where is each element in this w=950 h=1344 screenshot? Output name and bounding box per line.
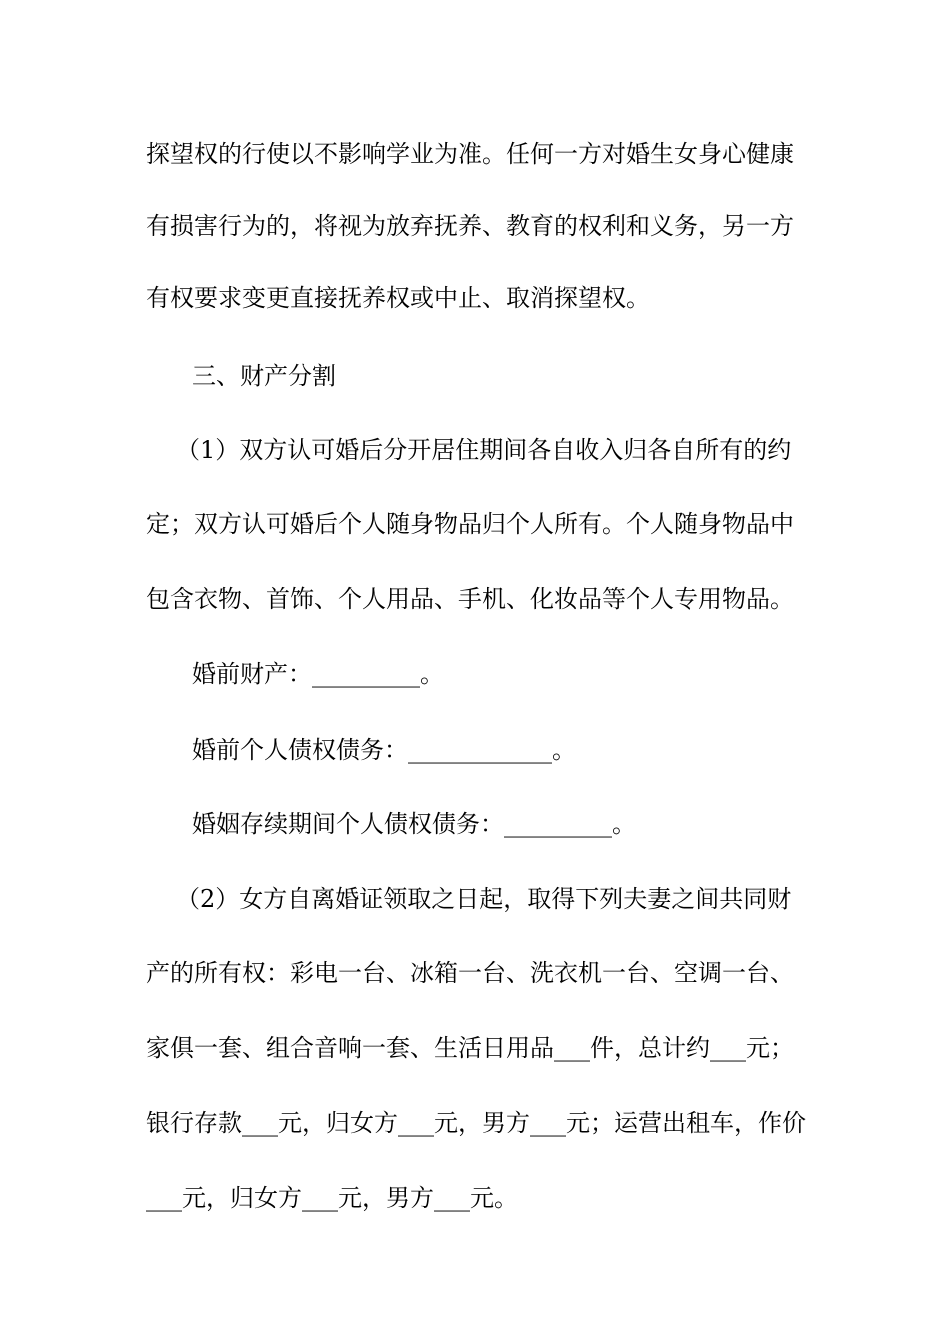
form-field-line: 婚前个人债权债务：____________。 — [192, 736, 576, 764]
paragraph-line: 探望权的行使以不影响学业为准。任何一方对婚生女身心健康 — [146, 140, 794, 168]
paragraph-line: （1）双方认可婚后分开居住期间各自收入归各自所有的约 — [176, 436, 792, 464]
paragraph-line: 有权要求变更直接抚养权或中止、取消探望权。 — [146, 284, 650, 312]
form-field-line: 婚姻存续期间个人债权债务：_________。 — [192, 810, 636, 838]
paragraph-line: 包含衣物、首饰、个人用品、手机、化妆品等个人专用物品。 — [146, 585, 794, 613]
paragraph-line: 银行存款___元，归女方___元，男方___元；运营出租车，作价 — [146, 1109, 806, 1137]
paragraph-line: ___元，归女方___元，男方___元。 — [146, 1184, 518, 1212]
paragraph-line: 定；双方认可婚后个人随身物品归个人所有。个人随身物品中 — [146, 510, 794, 538]
section-heading: 三、财产分割 — [192, 362, 336, 390]
paragraph-line: 有损害行为的，将视为放弃抚养、教育的权利和义务，另一方 — [146, 212, 794, 240]
paragraph-line: 产的所有权：彩电一台、冰箱一台、洗衣机一台、空调一台、 — [146, 959, 794, 987]
paragraph-line: 家俱一套、组合音响一套、生活日用品___件，总计约___元； — [146, 1034, 794, 1062]
form-field-line: 婚前财产：_________。 — [192, 660, 444, 688]
paragraph-line: （2）女方自离婚证领取之日起，取得下列夫妻之间共同财 — [176, 885, 792, 913]
